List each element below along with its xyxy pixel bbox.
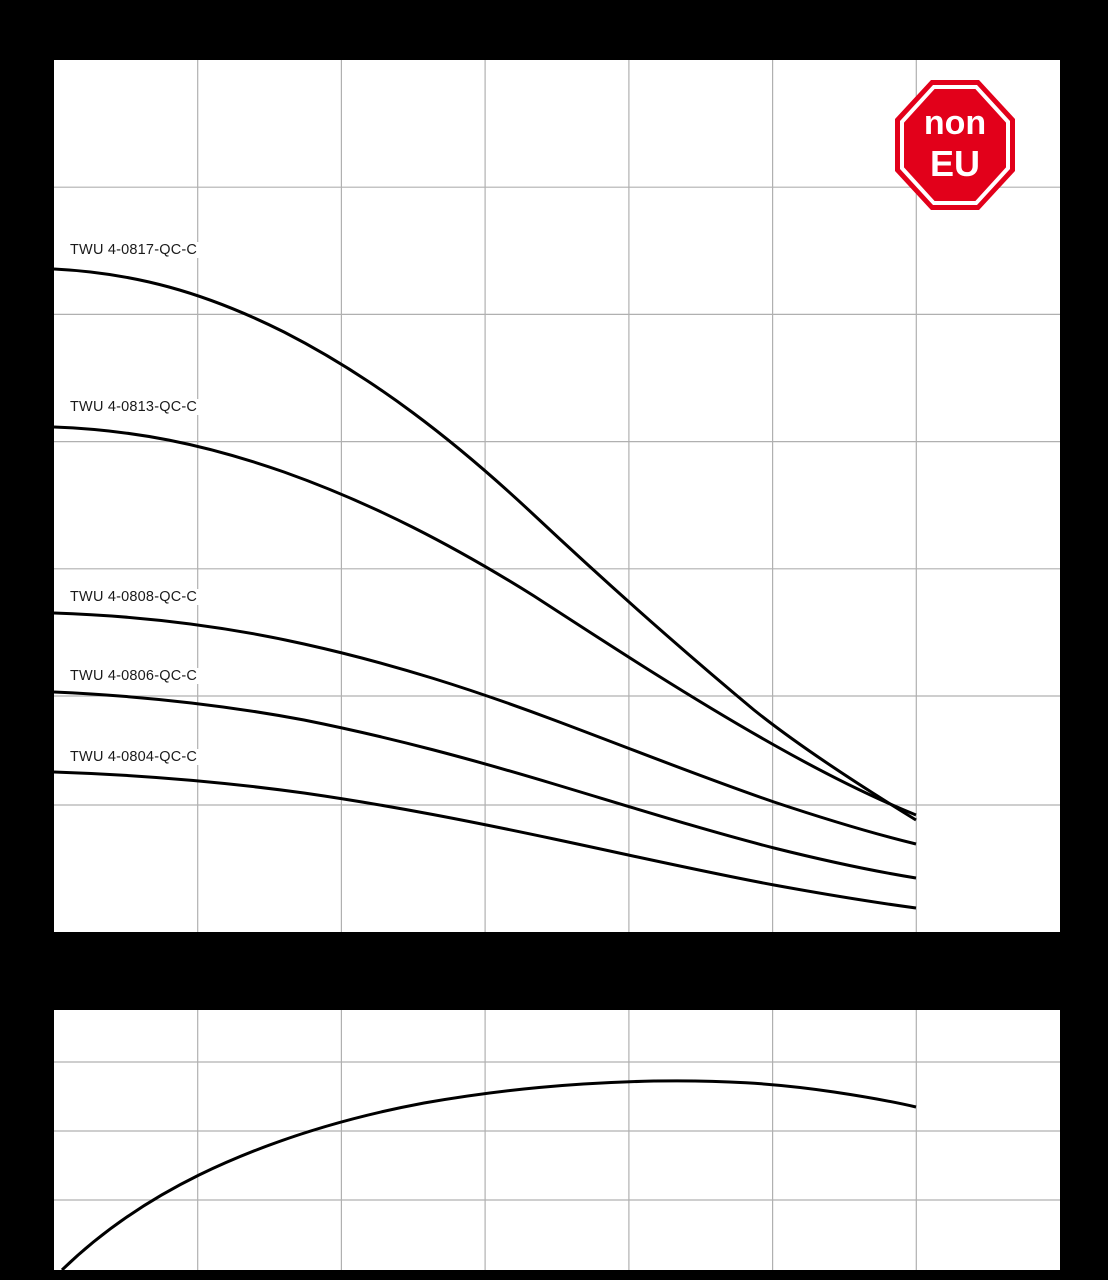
power-curve-chart — [54, 1010, 1060, 1270]
curve-label-twu-4-0806: TWU 4-0806-QC-C — [70, 668, 198, 684]
curve-label-twu-4-0808: TWU 4-0808-QC-C — [70, 589, 198, 605]
curve-label-twu-4-0804: TWU 4-0804-QC-C — [70, 749, 198, 765]
curve-label-twu-4-0813: TWU 4-0813-QC-C — [70, 399, 198, 415]
curve-label-twu-4-0817: TWU 4-0817-QC-C — [70, 242, 198, 258]
badge-line-1: non — [923, 104, 987, 142]
curve-power — [62, 1081, 916, 1270]
non-eu-badge — [895, 80, 1015, 210]
power-chart-curves — [62, 1081, 916, 1270]
power-chart-svg — [54, 1010, 1060, 1270]
badge-line-2: EU — [929, 143, 980, 184]
power-chart-gridlines — [54, 1010, 1060, 1270]
